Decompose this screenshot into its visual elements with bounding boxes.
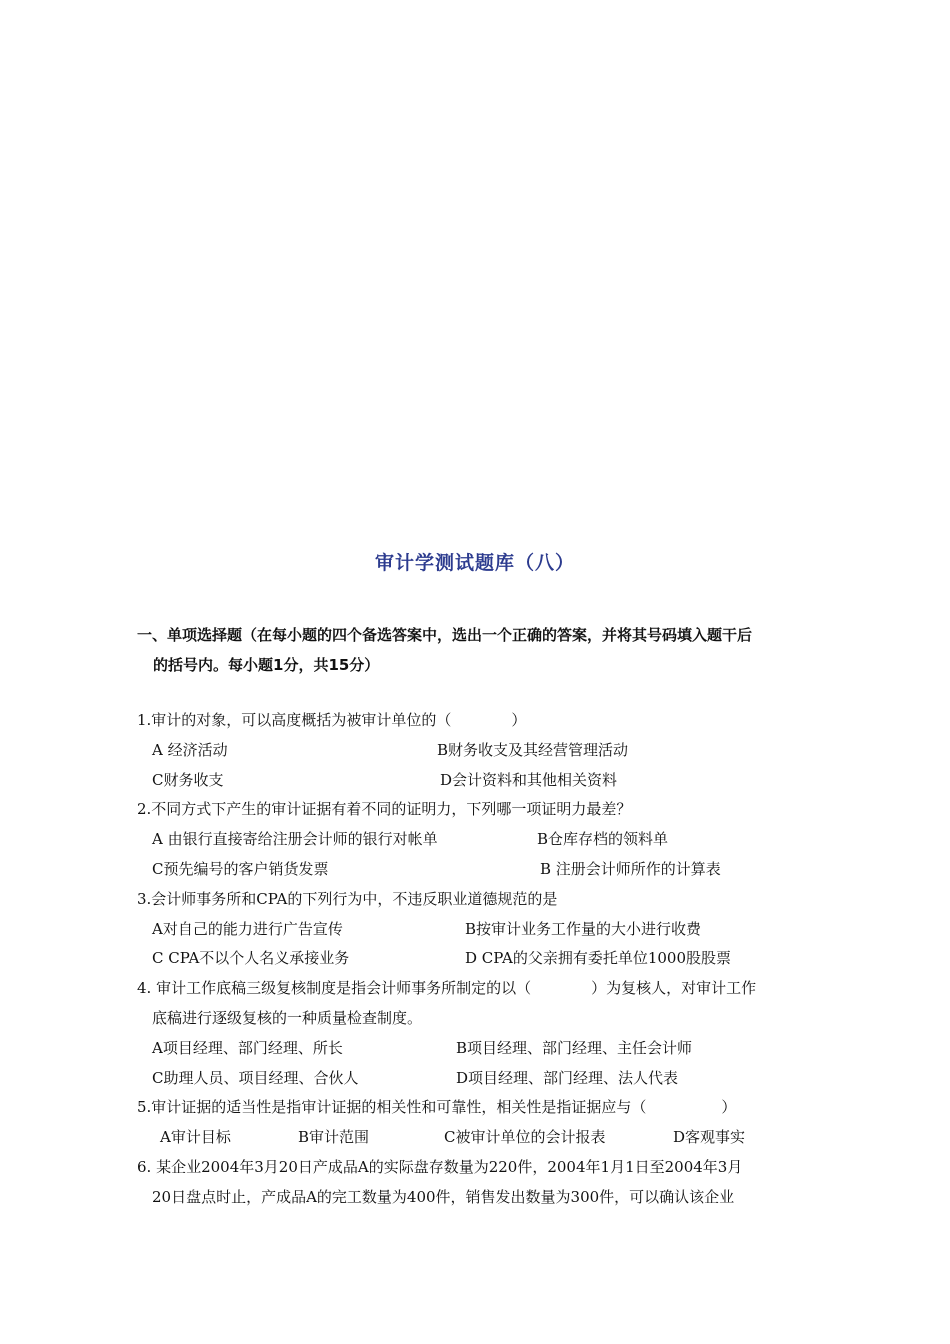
question-2-option-b: B仓库存档的领料单 (537, 830, 669, 848)
question-5-option-d: D客观事实 (673, 1128, 746, 1146)
question-2-stem: 2.不同方式下产生的审计证据有着不同的证明力，下列哪一项证明力最差？ (137, 800, 632, 818)
question-4-stem-line1: 4. 审计工作底稿三级复核制度是指会计师事务所制定的以（ ）为复核人，对审计工作 (137, 979, 757, 997)
question-5-option-a: A审计目标 (160, 1128, 231, 1146)
question-2-option-a: A 由银行直接寄给注册会计师的银行对帐单 (152, 830, 438, 848)
question-1-option-d: D会计资料和其他相关资料 (440, 771, 618, 789)
question-1-option-c: C财务收支 (152, 771, 224, 789)
question-5-option-b: B审计范围 (298, 1128, 370, 1146)
question-3-option-a: A对自己的能力进行广告宣传 (152, 920, 343, 938)
section-heading-line1: 一、单项选择题（在每小题的四个备选答案中，选出一个正确的答案，并将其号码填入题干后 (137, 626, 753, 644)
question-6-stem-line1: 6. 某企业2004年3月20日产成品A的实际盘存数量为220件，2004年1月1日至2004年3月 (137, 1158, 743, 1176)
question-2-option-c: C预先编号的客户销货发票 (152, 860, 329, 878)
section-heading (137, 620, 837, 680)
question-4-option-a: A项目经理、部门经理、所长 (152, 1039, 343, 1057)
question-3-option-c: C CPA不以个人名义承接业务 (152, 949, 350, 967)
question-1-stem: 1.审计的对象，可以高度概括为被审计单位的（ ） (137, 711, 527, 729)
question-1-option-b: B财务收支及其经营管理活动 (437, 741, 629, 759)
section-heading-line2: 的括号内。每小题1分，共15分） (153, 656, 380, 674)
question-5-option-c: C被审计单位的会计报表 (444, 1128, 606, 1146)
question-5-stem: 5.审计证据的适当性是指审计证据的相关性和可靠性，相关性是指证据应与（ ） (137, 1098, 737, 1116)
question-4-stem-line2: 底稿进行逐级复核的一种质量检查制度。 (152, 1009, 423, 1027)
question-3-option-d: D CPA的父亲拥有委托单位1000股股票 (465, 949, 731, 967)
question-4-option-c: C助理人员、项目经理、合伙人 (152, 1069, 359, 1087)
question-1-option-a: A 经济活动 (152, 741, 228, 759)
question-3-option-b: B按审计业务工作量的大小进行收费 (465, 920, 702, 938)
question-4-option-b: B项目经理、部门经理、主任会计师 (456, 1039, 693, 1057)
question-4-option-d: D项目经理、部门经理、法人代表 (456, 1069, 679, 1087)
question-6-stem-line2: 20日盘点时止，产成品A的完工数量为400件，销售发出数量为300件，可以确认该企业 (152, 1188, 735, 1206)
question-2-option-d: B 注册会计师所作的计算表 (540, 860, 721, 878)
question-3-stem: 3.会计师事务所和CPA的下列行为中，不违反职业道德规范的是 (137, 890, 558, 908)
document-title: 审计学测试题库（八） (374, 552, 575, 574)
